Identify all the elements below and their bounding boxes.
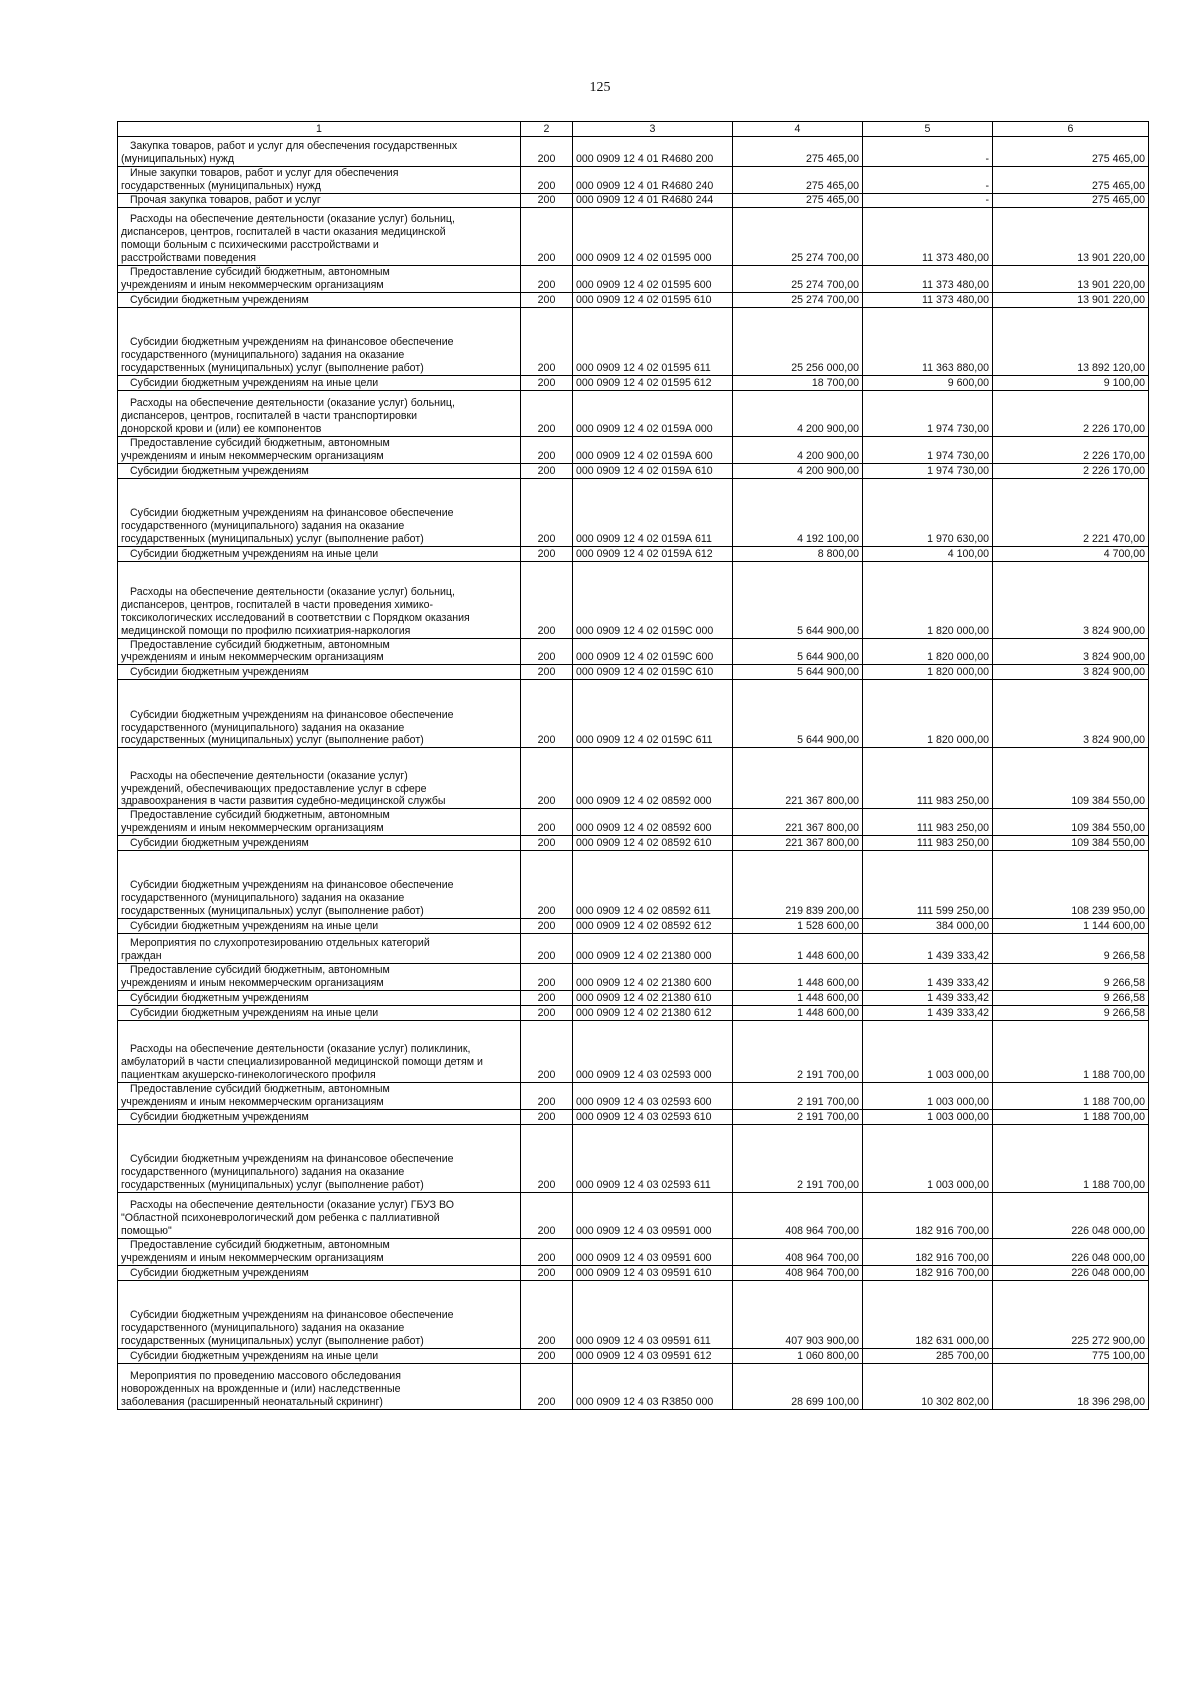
amount-col4-cell: 2 191 700,00: [733, 1021, 863, 1083]
table-row: [118, 680, 1149, 748]
amount-col4-cell: 4 192 100,00: [733, 478, 863, 546]
expense-name-cell: Субсидии бюджетным учреждениям на финансовое обеспечение государственного (муниципального) задания на оказание государственных (муниципальных) услуг (выполнение работ): [118, 1280, 521, 1348]
grbs-code-cell: 200: [521, 809, 573, 836]
amount-col6-cell: 18 396 298,00: [993, 1363, 1149, 1409]
amount-col4-cell: 8 800,00: [733, 546, 863, 561]
table-row: [118, 851, 1149, 919]
amount-col6-cell: 1 144 600,00: [993, 919, 1149, 934]
expense-name-cell: Субсидии бюджетным учреждениям на иные цели: [118, 546, 521, 561]
amount-col4-cell: 407 903 900,00: [733, 1280, 863, 1348]
table-row: [118, 964, 1149, 991]
table-row: [118, 1280, 1149, 1348]
amount-col4-cell: 219 839 200,00: [733, 851, 863, 919]
expense-name-cell: Расходы на обеспечение деятельности (оказание услуг) больниц, диспансеров, центров, госпиталей в части транспортировки донорской крови и (или) ее компонентов: [118, 390, 521, 436]
grbs-code-cell: 200: [521, 546, 573, 561]
table-row: [118, 1083, 1149, 1110]
expense-name-cell: Субсидии бюджетным учреждениям на иные цели: [118, 1006, 521, 1021]
expense-name-cell: Субсидии бюджетным учреждениям на иные цели: [118, 919, 521, 934]
table-row: [118, 748, 1149, 809]
grbs-code-cell: 200: [521, 1348, 573, 1363]
amount-col5-cell: 1 003 000,00: [863, 1021, 993, 1083]
column-header-6: 6: [993, 122, 1149, 137]
expense-name-cell: Субсидии бюджетным учреждениям на финансовое обеспечение государственного (муниципального) задания на оказание государственных (муниципальных) услуг (выполнение работ): [118, 1124, 521, 1192]
budget-classification-code-cell: 000 0909 12 4 02 08592 612: [573, 919, 733, 934]
table-row: [118, 1238, 1149, 1265]
amount-col6-cell: 9 100,00: [993, 375, 1149, 390]
table-row: [118, 292, 1149, 307]
table-row: [118, 265, 1149, 292]
amount-col6-cell: 2 226 170,00: [993, 390, 1149, 436]
table-row: [118, 193, 1149, 207]
amount-col5-cell: 182 916 700,00: [863, 1238, 993, 1265]
amount-col5-cell: 11 373 480,00: [863, 292, 993, 307]
expense-name-cell: Закупка товаров, работ и услуг для обеспечения государственных (муниципальных) нужд: [118, 137, 521, 167]
budget-classification-code-cell: 000 0909 12 4 02 01595 611: [573, 307, 733, 375]
table-header: [118, 122, 1149, 137]
expense-name-cell: Субсидии бюджетным учреждениям на финансовое обеспечение государственного (муниципального) задания на оказание государственных (муниципальных) услуг (выполнение работ): [118, 680, 521, 748]
amount-col5-cell: 1 820 000,00: [863, 665, 993, 680]
expense-name-cell: Субсидии бюджетным учреждениям: [118, 1265, 521, 1280]
grbs-code-cell: 200: [521, 436, 573, 463]
table-row: [118, 390, 1149, 436]
amount-col5-cell: 1 974 730,00: [863, 436, 993, 463]
amount-col4-cell: 5 644 900,00: [733, 561, 863, 638]
amount-col4-cell: 4 200 900,00: [733, 390, 863, 436]
grbs-code-cell: 200: [521, 390, 573, 436]
amount-col4-cell: 1 448 600,00: [733, 934, 863, 964]
expense-name-cell: Расходы на обеспечение деятельности (оказание услуг) больниц, диспансеров, центров, госпиталей в части оказания медицинской помощи больным с психическими расстройствами и расстройствами поведения: [118, 207, 521, 265]
budget-classification-code-cell: 000 0909 12 4 03 R3850 000: [573, 1363, 733, 1409]
expense-name-cell: Субсидии бюджетным учреждениям: [118, 1109, 521, 1124]
expense-name-cell: Субсидии бюджетным учреждениям: [118, 292, 521, 307]
amount-col6-cell: 1 188 700,00: [993, 1083, 1149, 1110]
grbs-code-cell: 200: [521, 1192, 573, 1238]
grbs-code-cell: 200: [521, 207, 573, 265]
budget-classification-code-cell: 000 0909 12 4 03 02593 611: [573, 1124, 733, 1192]
table-body: [118, 137, 1149, 1410]
amount-col5-cell: 1 439 333,42: [863, 991, 993, 1006]
expense-name-cell: Предоставление субсидий бюджетным, автономным учреждениям и иным некоммерческим организациям: [118, 809, 521, 836]
amount-col6-cell: 275 465,00: [993, 167, 1149, 194]
budget-classification-code-cell: 000 0909 12 4 01 R4680 240: [573, 167, 733, 194]
column-header-2: 2: [521, 122, 573, 137]
budget-classification-code-cell: 000 0909 12 4 03 02593 000: [573, 1021, 733, 1083]
amount-col5-cell: -: [863, 167, 993, 194]
expense-name-cell: Предоставление субсидий бюджетным, автономным учреждениям и иным некоммерческим организациям: [118, 964, 521, 991]
expense-name-cell: Иные закупки товаров, работ и услуг для обеспечения государственных (муниципальных) нужд: [118, 167, 521, 194]
amount-col4-cell: 4 200 900,00: [733, 463, 863, 478]
amount-col4-cell: 221 367 800,00: [733, 836, 863, 851]
budget-classification-code-cell: 000 0909 12 4 02 0159А 612: [573, 546, 733, 561]
amount-col6-cell: 2 221 470,00: [993, 478, 1149, 546]
column-header-5: 5: [863, 122, 993, 137]
amount-col5-cell: 1 974 730,00: [863, 463, 993, 478]
expense-name-cell: Субсидии бюджетным учреждениям на финансовое обеспечение государственного (муниципального) задания на оказание государственных (муниципальных) услуг (выполнение работ): [118, 307, 521, 375]
grbs-code-cell: 200: [521, 665, 573, 680]
amount-col6-cell: 109 384 550,00: [993, 836, 1149, 851]
amount-col6-cell: 13 901 220,00: [993, 207, 1149, 265]
amount-col5-cell: 1 003 000,00: [863, 1109, 993, 1124]
expense-name-cell: Расходы на обеспечение деятельности (оказание услуг) ГБУЗ ВО "Областной психоневрологический дом ребенка с паллиативной помощью": [118, 1192, 521, 1238]
amount-col6-cell: 13 901 220,00: [993, 265, 1149, 292]
expense-name-cell: Предоставление субсидий бюджетным, автономным учреждениям и иным некоммерческим организациям: [118, 265, 521, 292]
expense-name-cell: Субсидии бюджетным учреждениям: [118, 836, 521, 851]
amount-col5-cell: 111 599 250,00: [863, 851, 993, 919]
budget-classification-code-cell: 000 0909 12 4 02 08592 600: [573, 809, 733, 836]
amount-col5-cell: 1 820 000,00: [863, 680, 993, 748]
budget-classification-code-cell: 000 0909 12 4 02 21380 000: [573, 934, 733, 964]
expense-name-cell: Предоставление субсидий бюджетным, автономным учреждениям и иным некоммерческим организациям: [118, 638, 521, 665]
table-row: [118, 1192, 1149, 1238]
grbs-code-cell: 200: [521, 934, 573, 964]
table-row: [118, 1021, 1149, 1083]
grbs-code-cell: 200: [521, 964, 573, 991]
table-row: [118, 207, 1149, 265]
grbs-code-cell: 200: [521, 193, 573, 207]
budget-table: [117, 121, 1149, 1410]
amount-col4-cell: 408 964 700,00: [733, 1265, 863, 1280]
table-row: [118, 1363, 1149, 1409]
table-row: [118, 1124, 1149, 1192]
amount-col6-cell: 1 188 700,00: [993, 1021, 1149, 1083]
amount-col5-cell: 111 983 250,00: [863, 836, 993, 851]
grbs-code-cell: 200: [521, 1083, 573, 1110]
budget-classification-code-cell: 000 0909 12 4 02 0159А 600: [573, 436, 733, 463]
amount-col4-cell: 25 274 700,00: [733, 207, 863, 265]
amount-col6-cell: 226 048 000,00: [993, 1265, 1149, 1280]
grbs-code-cell: 200: [521, 307, 573, 375]
amount-col4-cell: 1 528 600,00: [733, 919, 863, 934]
expense-name-cell: Субсидии бюджетным учреждениям: [118, 991, 521, 1006]
budget-classification-code-cell: 000 0909 12 4 02 01595 000: [573, 207, 733, 265]
grbs-code-cell: 200: [521, 478, 573, 546]
amount-col4-cell: 221 367 800,00: [733, 809, 863, 836]
amount-col5-cell: -: [863, 137, 993, 167]
amount-col5-cell: 4 100,00: [863, 546, 993, 561]
budget-classification-code-cell: 000 0909 12 4 02 21380 600: [573, 964, 733, 991]
amount-col6-cell: 2 226 170,00: [993, 463, 1149, 478]
amount-col5-cell: 182 916 700,00: [863, 1265, 993, 1280]
table-row: [118, 991, 1149, 1006]
budget-classification-code-cell: 000 0909 12 4 02 0159С 610: [573, 665, 733, 680]
grbs-code-cell: 200: [521, 1280, 573, 1348]
budget-classification-code-cell: 000 0909 12 4 02 08592 610: [573, 836, 733, 851]
amount-col6-cell: 3 824 900,00: [993, 665, 1149, 680]
expense-name-cell: Субсидии бюджетным учреждениям на финансовое обеспечение государственного (муниципального) задания на оказание государственных (муниципальных) услуг (выполнение работ): [118, 478, 521, 546]
budget-classification-code-cell: 000 0909 12 4 03 09591 610: [573, 1265, 733, 1280]
budget-classification-code-cell: 000 0909 12 4 03 09591 611: [573, 1280, 733, 1348]
amount-col4-cell: 2 191 700,00: [733, 1124, 863, 1192]
budget-classification-code-cell: 000 0909 12 4 02 01595 600: [573, 265, 733, 292]
table-row: [118, 478, 1149, 546]
budget-classification-code-cell: 000 0909 12 4 03 09591 000: [573, 1192, 733, 1238]
grbs-code-cell: 200: [521, 137, 573, 167]
table-row: [118, 546, 1149, 561]
table-row: [118, 934, 1149, 964]
budget-classification-code-cell: 000 0909 12 4 03 09591 600: [573, 1238, 733, 1265]
amount-col4-cell: 1 448 600,00: [733, 991, 863, 1006]
grbs-code-cell: 200: [521, 748, 573, 809]
budget-classification-code-cell: 000 0909 12 4 02 08592 611: [573, 851, 733, 919]
table-row: [118, 167, 1149, 194]
budget-classification-code-cell: 000 0909 12 4 02 01595 610: [573, 292, 733, 307]
amount-col6-cell: 108 239 950,00: [993, 851, 1149, 919]
amount-col4-cell: 1 060 800,00: [733, 1348, 863, 1363]
amount-col4-cell: 2 191 700,00: [733, 1109, 863, 1124]
column-header-4: 4: [733, 122, 863, 137]
amount-col4-cell: 275 465,00: [733, 167, 863, 194]
expense-name-cell: Предоставление субсидий бюджетным, автономным учреждениям и иным некоммерческим организациям: [118, 1238, 521, 1265]
budget-classification-code-cell: 000 0909 12 4 02 0159С 000: [573, 561, 733, 638]
expense-name-cell: Субсидии бюджетным учреждениям на иные цели: [118, 375, 521, 390]
amount-col5-cell: 1 439 333,42: [863, 1006, 993, 1021]
budget-classification-code-cell: 000 0909 12 4 02 21380 610: [573, 991, 733, 1006]
column-header-3: 3: [573, 122, 733, 137]
expense-name-cell: Расходы на обеспечение деятельности (оказание услуг) больниц, диспансеров, центров, госпиталей в части проведения химико-токсикологических исследований в соответствии с Порядком оказания медицинской помощи по профилю психиатрия-наркология: [118, 561, 521, 638]
table-row: [118, 1006, 1149, 1021]
amount-col4-cell: 1 448 600,00: [733, 964, 863, 991]
amount-col5-cell: 1 003 000,00: [863, 1083, 993, 1110]
expense-name-cell: Прочая закупка товаров, работ и услуг: [118, 193, 521, 207]
amount-col6-cell: 109 384 550,00: [993, 748, 1149, 809]
table-row: [118, 463, 1149, 478]
amount-col5-cell: 1 003 000,00: [863, 1124, 993, 1192]
expense-name-cell: Субсидии бюджетным учреждениям: [118, 463, 521, 478]
table-row: [118, 436, 1149, 463]
amount-col6-cell: 3 824 900,00: [993, 561, 1149, 638]
table-row: [118, 638, 1149, 665]
budget-classification-code-cell: 000 0909 12 4 02 0159А 611: [573, 478, 733, 546]
amount-col6-cell: 1 188 700,00: [993, 1124, 1149, 1192]
budget-classification-code-cell: 000 0909 12 4 02 0159А 610: [573, 463, 733, 478]
budget-classification-code-cell: 000 0909 12 4 02 01595 612: [573, 375, 733, 390]
budget-classification-code-cell: 000 0909 12 4 02 0159А 000: [573, 390, 733, 436]
amount-col6-cell: 9 266,58: [993, 964, 1149, 991]
amount-col5-cell: 11 363 880,00: [863, 307, 993, 375]
amount-col6-cell: 775 100,00: [993, 1348, 1149, 1363]
amount-col5-cell: 111 983 250,00: [863, 748, 993, 809]
grbs-code-cell: 200: [521, 1109, 573, 1124]
grbs-code-cell: 200: [521, 1265, 573, 1280]
grbs-code-cell: 200: [521, 919, 573, 934]
amount-col6-cell: 9 266,58: [993, 934, 1149, 964]
amount-col4-cell: 275 465,00: [733, 193, 863, 207]
amount-col5-cell: 1 820 000,00: [863, 638, 993, 665]
amount-col4-cell: 5 644 900,00: [733, 665, 863, 680]
expense-name-cell: Мероприятия по слухопротезированию отдельных категорий граждан: [118, 934, 521, 964]
amount-col6-cell: 1 188 700,00: [993, 1109, 1149, 1124]
amount-col6-cell: 13 892 120,00: [993, 307, 1149, 375]
expense-name-cell: Мероприятия по проведению массового обследования новорожденных на врожденные и (или) наследственные заболевания (расширенный неонатальный скрининг): [118, 1363, 521, 1409]
grbs-code-cell: 200: [521, 1238, 573, 1265]
amount-col6-cell: 9 266,58: [993, 991, 1149, 1006]
expense-name-cell: Предоставление субсидий бюджетным, автономным учреждениям и иным некоммерческим организациям: [118, 1083, 521, 1110]
grbs-code-cell: 200: [521, 638, 573, 665]
amount-col4-cell: 4 200 900,00: [733, 436, 863, 463]
expense-name-cell: Расходы на обеспечение деятельности (оказание услуг) учреждений, обеспечивающих предоставление услуг в сфере здравоохранения в части развития судебно-медицинской службы: [118, 748, 521, 809]
amount-col6-cell: 226 048 000,00: [993, 1238, 1149, 1265]
amount-col5-cell: 111 983 250,00: [863, 809, 993, 836]
amount-col4-cell: 221 367 800,00: [733, 748, 863, 809]
table-row: [118, 1109, 1149, 1124]
budget-classification-code-cell: 000 0909 12 4 01 R4680 244: [573, 193, 733, 207]
amount-col4-cell: 5 644 900,00: [733, 638, 863, 665]
amount-col5-cell: 182 916 700,00: [863, 1192, 993, 1238]
expense-name-cell: Субсидии бюджетным учреждениям на финансовое обеспечение государственного (муниципального) задания на оказание государственных (муниципальных) услуг (выполнение работ): [118, 851, 521, 919]
grbs-code-cell: 200: [521, 167, 573, 194]
amount-col5-cell: 1 820 000,00: [863, 561, 993, 638]
amount-col5-cell: 10 302 802,00: [863, 1363, 993, 1409]
budget-classification-code-cell: 000 0909 12 4 01 R4680 200: [573, 137, 733, 167]
amount-col4-cell: 408 964 700,00: [733, 1192, 863, 1238]
amount-col5-cell: 182 631 000,00: [863, 1280, 993, 1348]
grbs-code-cell: 200: [521, 851, 573, 919]
page-number: 125: [589, 80, 611, 95]
amount-col4-cell: 18 700,00: [733, 375, 863, 390]
grbs-code-cell: 200: [521, 375, 573, 390]
amount-col5-cell: 11 373 480,00: [863, 207, 993, 265]
table-row: [118, 1265, 1149, 1280]
amount-col6-cell: 13 901 220,00: [993, 292, 1149, 307]
amount-col6-cell: 225 272 900,00: [993, 1280, 1149, 1348]
grbs-code-cell: 200: [521, 292, 573, 307]
amount-col5-cell: 384 000,00: [863, 919, 993, 934]
table-row: [118, 561, 1149, 638]
expense-name-cell: Предоставление субсидий бюджетным, автономным учреждениям и иным некоммерческим организациям: [118, 436, 521, 463]
grbs-code-cell: 200: [521, 1006, 573, 1021]
amount-col4-cell: 5 644 900,00: [733, 680, 863, 748]
amount-col6-cell: 275 465,00: [993, 193, 1149, 207]
table-row: [118, 307, 1149, 375]
grbs-code-cell: 200: [521, 991, 573, 1006]
amount-col6-cell: 275 465,00: [993, 137, 1149, 167]
amount-col6-cell: 9 266,58: [993, 1006, 1149, 1021]
budget-classification-code-cell: 000 0909 12 4 02 0159С 611: [573, 680, 733, 748]
expense-name-cell: Субсидии бюджетным учреждениям: [118, 665, 521, 680]
amount-col5-cell: 1 970 630,00: [863, 478, 993, 546]
amount-col5-cell: -: [863, 193, 993, 207]
budget-classification-code-cell: 000 0909 12 4 03 02593 600: [573, 1083, 733, 1110]
column-header-1: 1: [118, 122, 521, 137]
grbs-code-cell: 200: [521, 463, 573, 478]
amount-col4-cell: 275 465,00: [733, 137, 863, 167]
grbs-code-cell: 200: [521, 265, 573, 292]
amount-col4-cell: 1 448 600,00: [733, 1006, 863, 1021]
amount-col4-cell: 408 964 700,00: [733, 1238, 863, 1265]
amount-col4-cell: 2 191 700,00: [733, 1083, 863, 1110]
grbs-code-cell: 200: [521, 1363, 573, 1409]
amount-col5-cell: 1 974 730,00: [863, 390, 993, 436]
table-row: [118, 137, 1149, 167]
grbs-code-cell: 200: [521, 680, 573, 748]
amount-col4-cell: 25 274 700,00: [733, 292, 863, 307]
amount-col6-cell: 2 226 170,00: [993, 436, 1149, 463]
budget-classification-code-cell: 000 0909 12 4 02 21380 612: [573, 1006, 733, 1021]
grbs-code-cell: 200: [521, 561, 573, 638]
table-row: [118, 665, 1149, 680]
amount-col6-cell: 3 824 900,00: [993, 638, 1149, 665]
amount-col5-cell: 1 439 333,42: [863, 964, 993, 991]
table-row: [118, 1348, 1149, 1363]
amount-col5-cell: 11 373 480,00: [863, 265, 993, 292]
budget-classification-code-cell: 000 0909 12 4 03 09591 612: [573, 1348, 733, 1363]
expense-name-cell: Субсидии бюджетным учреждениям на иные цели: [118, 1348, 521, 1363]
amount-col5-cell: 285 700,00: [863, 1348, 993, 1363]
grbs-code-cell: 200: [521, 1021, 573, 1083]
amount-col6-cell: 109 384 550,00: [993, 809, 1149, 836]
expense-name-cell: Расходы на обеспечение деятельности (оказание услуг) поликлиник, амбулаторий в части специализированной медицинской помощи детям и пациенткам акушерско-гинекологического профиля: [118, 1021, 521, 1083]
amount-col5-cell: 1 439 333,42: [863, 934, 993, 964]
amount-col5-cell: 9 600,00: [863, 375, 993, 390]
table-row: [118, 375, 1149, 390]
table-row: [118, 809, 1149, 836]
grbs-code-cell: 200: [521, 1124, 573, 1192]
amount-col4-cell: 28 699 100,00: [733, 1363, 863, 1409]
budget-classification-code-cell: 000 0909 12 4 02 0159С 600: [573, 638, 733, 665]
budget-classification-code-cell: 000 0909 12 4 03 02593 610: [573, 1109, 733, 1124]
amount-col6-cell: 226 048 000,00: [993, 1192, 1149, 1238]
amount-col4-cell: 25 274 700,00: [733, 265, 863, 292]
budget-classification-code-cell: 000 0909 12 4 02 08592 000: [573, 748, 733, 809]
amount-col6-cell: 4 700,00: [993, 546, 1149, 561]
amount-col6-cell: 3 824 900,00: [993, 680, 1149, 748]
amount-col4-cell: 25 256 000,00: [733, 307, 863, 375]
grbs-code-cell: 200: [521, 836, 573, 851]
table-row: [118, 919, 1149, 934]
table-row: [118, 836, 1149, 851]
